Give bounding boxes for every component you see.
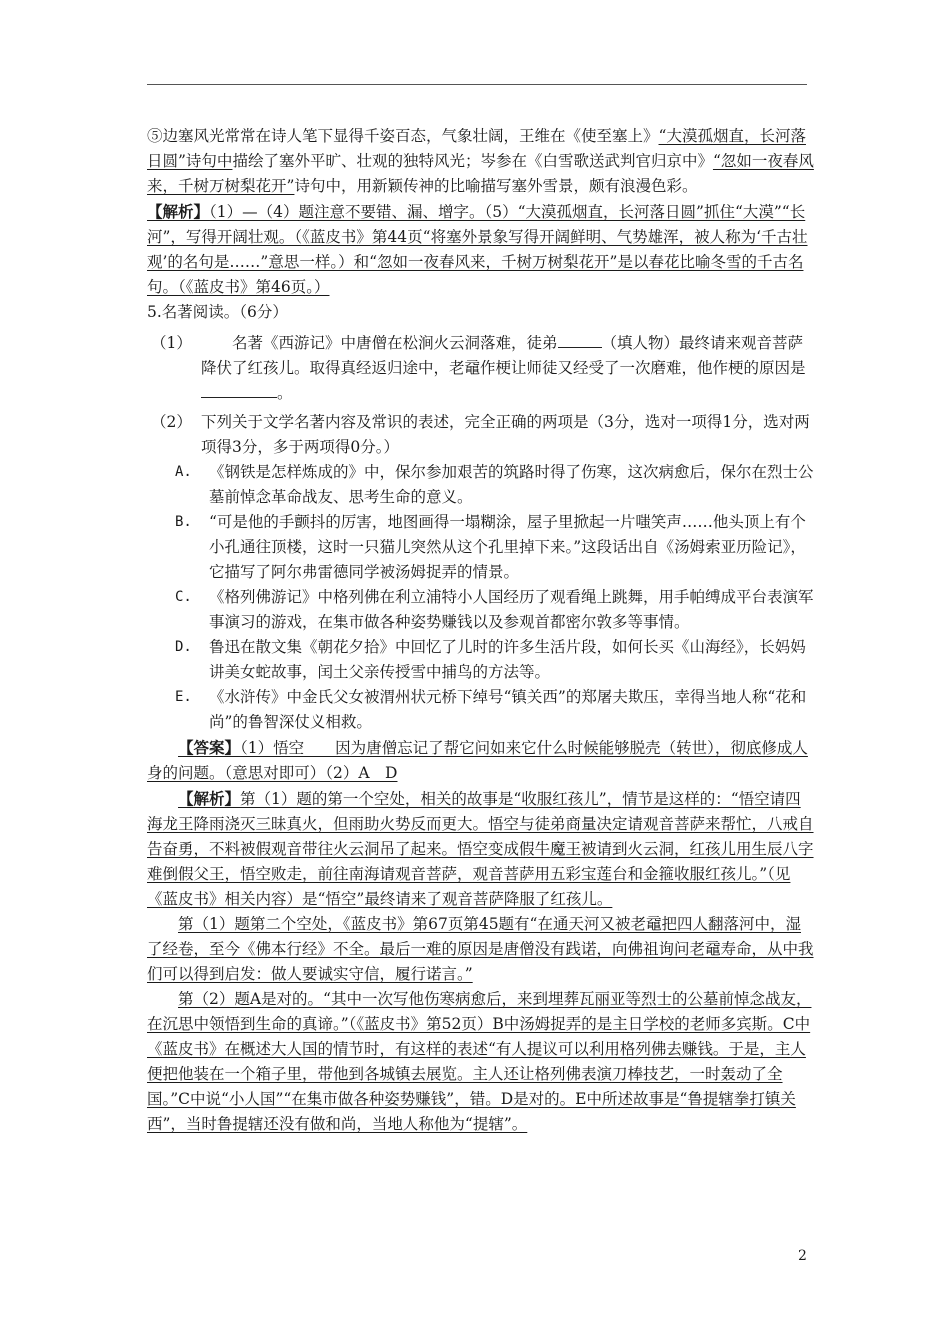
option-text: 鲁迅在散文集《朝花夕拾》中回忆了儿时的许多生活片段，如何长买《山海经》，长妈妈讲美女蛇故事，闰土父亲传授雪中捕鸟的方法等。 — [209, 638, 806, 681]
poem-item-5-part2: 描绘了塞外平旷、壮观的独特风光；岑参在《白雪歌送武判官归京中》 — [232, 152, 713, 170]
option-text: 《格列佛游记》中格列佛在利立浦特小人国经历了观看绳上跳舞，用手帕缚成平台表演军事演习的游戏，在集市做各种姿势赚钱以及参观首都密尔敦多等事情。 — [209, 588, 814, 631]
analysis-tag: 【解析】 — [147, 202, 210, 221]
option-a — [147, 460, 815, 510]
option-letter: D. — [175, 639, 192, 655]
analysis-text: （1）—（4）题注意不要错、漏、增字。（5）“大漠孤烟直，长河落日圆”抓住“大漠”“长河”，写得开阔壮观。（《蓝皮书》第44页“将塞外景象写得开阔鲜明、气势雄浑，被人称为‘千古壮观’的名句是……”意思一样。）和“忽如一夜春风来，千树万树梨花开”是以春花比喻冬雪的千古名句。（《蓝皮书》第46页。） — [147, 203, 808, 296]
option-text: “可是他的手颤抖的厉害，地图画得一塌糊涂，屋子里掀起一片嗤笑声……他头顶上有个小孔通往顶楼，这时一只猫儿突然从这个孔里掉下来。”这段话出自《汤姆索亚历险记》，它描写了阿尔弗雷德同学被汤姆捉弄的情景。 — [209, 513, 806, 581]
analysis-tag: 【解析】 — [178, 789, 241, 808]
poem-answer-1: “大漠孤烟直，长河落日圆”诗句中 — [147, 127, 806, 170]
sub-1-text-c: 。 — [277, 384, 293, 402]
answer-paragraph — [147, 735, 815, 786]
question-5-sub-2 — [147, 410, 815, 460]
poem-item-5 — [147, 124, 815, 199]
poem-answer-2: “忽如一夜春风来，千树万树梨花开” — [147, 152, 814, 195]
analysis-paragraph-1 — [147, 199, 815, 300]
option-d — [147, 635, 815, 685]
answer-text: （1）悟空 因为唐僧忘记了帮它问如来它什么时候能够脱壳（转世），彻底修成人身的问题。（意思对即可）（2）A D — [147, 739, 808, 782]
option-b — [147, 510, 815, 585]
sub-1-text-a: 名著《西游记》中唐僧在松涧火云洞落难，徒弟 — [232, 334, 558, 352]
option-text: 《水浒传》中金氏父女被渭州状元桥下绰号“镇关西”的郑屠夫欺压，幸得当地人称“花和尚”的鲁智深仗义相救。 — [209, 688, 807, 731]
question-5-title: 5.名著阅读。（6分） — [147, 303, 288, 321]
option-c — [147, 585, 815, 635]
option-text: 《钢铁是怎样炼成的》中，保尔参加艰苦的筑路时得了伤寒，这次病愈后，保尔在烈士公墓前悼念革命战友、思考生命的意义。 — [209, 463, 814, 506]
analysis-paragraph-2 — [147, 786, 815, 912]
answer-blank-2 — [201, 383, 277, 398]
option-letter: A. — [175, 464, 192, 480]
option-letter: E. — [175, 689, 192, 705]
sub-number: （2） — [151, 413, 192, 431]
poem-item-5-part3: 诗句中，用新颖传神的比喻描写塞外雪景，颇有浪漫色彩。 — [294, 177, 698, 195]
header-rule — [147, 84, 807, 85]
option-letter: C. — [175, 589, 192, 605]
page-number: 2 — [798, 1248, 807, 1264]
sub-1-text-b: （填人物）最终请来观音菩萨降伏了红孩儿。取得真经返归途中，老黿作梗让师徒又经受了一次磨难，他作梗的原因是 — [201, 334, 806, 377]
analysis-text: 第（1）题的第一个空处，相关的故事是“收服红孩儿”，情节是这样的：“悟空请四海龙王降雨浇灭三昧真火，但雨助火势反而更大。悟空与徒弟商量决定请观音菩萨来帮忙，八戒自告奋勇，不料被假观音带往火云洞吊了起来。悟空变成假牛魔王被请到火云洞，红孩儿用生辰八字难倒假父王，悟空败走，前往南海请观音菩萨，观音菩萨用五彩宝莲台和金箍收服红孩儿。”（见《蓝皮书》相关内容）是“悟空”最终请来了观音菩萨降服了红孩儿。 — [147, 790, 814, 908]
option-e — [147, 685, 815, 735]
document-body — [147, 124, 815, 1137]
option-letter: B. — [175, 514, 192, 530]
analysis-paragraph-4: 第（2）题A是对的。“其中一次写他伤寒病愈后，来到埋葬瓦丽亚等烈士的公墓前悼念战友，在沉思中领悟到生命的真谛。”（《蓝皮书》第52页）B中汤姆捉弄的是主日学校的老师多宾斯。C中《蓝皮书》在概述大人国的情节时，有这样的表述“有人提议可以利用格列佛去赚钱。于是，主人便把他装在一个箱子里，带他到各城镇去展览。主人还让格列佛表演刀棒技艺，一时轰动了全国。”C中说“小人国”“在集市做各种姿势赚钱”，错。D是对的。E中所述故事是“鲁提辖拳打镇关西”，当时鲁提辖还没有做和尚，当地人称他为“提辖”。 — [147, 990, 812, 1133]
answer-blank-1 — [558, 333, 602, 348]
sub-2-text: 下列关于文学名著内容及常识的表述，完全正确的两项是（3分，选对一项得1分，选对两项得3分，多于两项得0分。） — [201, 413, 810, 456]
analysis-paragraph-3: 第（1）题第二个空处，《蓝皮书》第67页第45题有“在通天河又被老黿把四人翻落河中，湿了经卷，至今《佛本行经》不全。最后一难的原因是唐僧没有践诺，向佛祖询问老黿寿命，从中我们可以得到启发：做人要诚实守信，履行诺言。” — [147, 915, 814, 983]
answer-tag: 【答案】 — [178, 738, 241, 757]
poem-item-5-part1: ⑤边塞风光常常在诗人笔下显得千姿百态，气象壮阔，王维在《使至塞上》 — [147, 127, 659, 145]
question-5-sub-1 — [147, 331, 815, 406]
sub-number: （1） — [151, 334, 192, 352]
